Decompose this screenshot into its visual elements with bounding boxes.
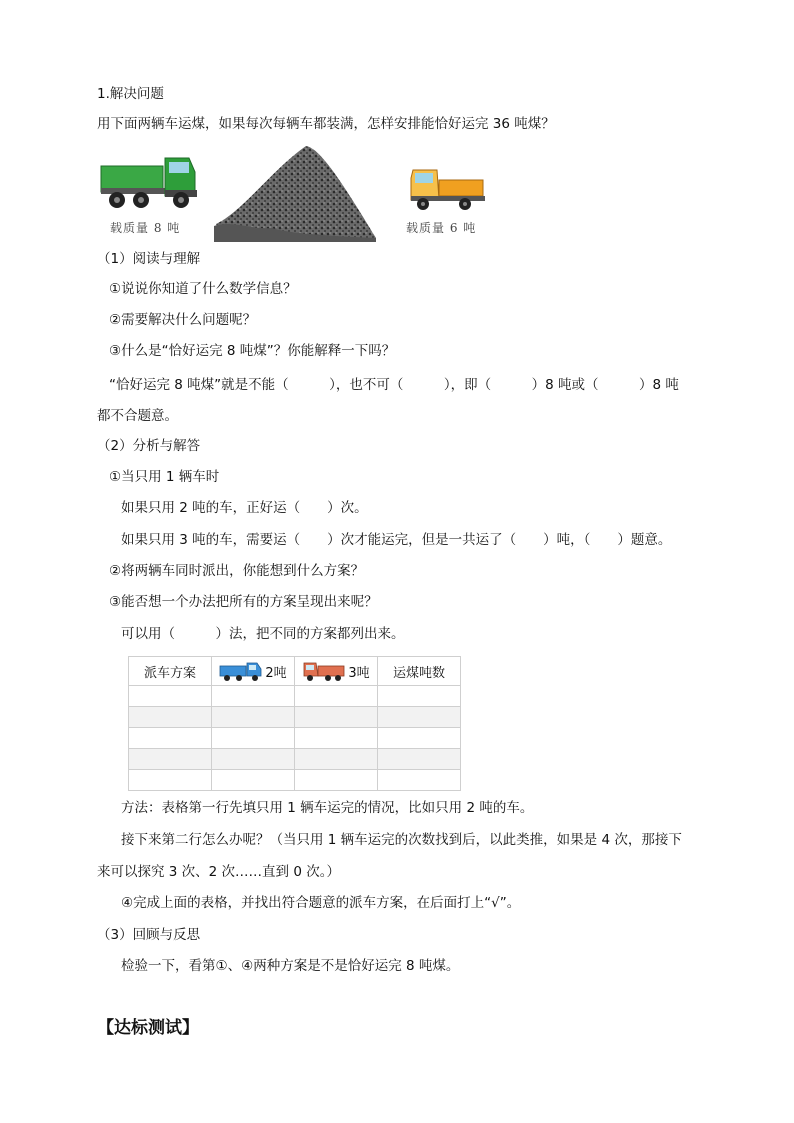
analysis-4: ④完成上面的表格，并找出符合题意的派车方案，在后面打上“√”。 [121,895,521,911]
header-three-ton: 3吨 [295,657,378,686]
header-coal-tons: 运煤吨数 [378,657,461,686]
table-cell[interactable] [295,749,378,770]
table-row [129,707,461,728]
green-truck-icon [99,152,199,214]
analysis-3: ③能否想一个办法把所有的方案呈现出来呢？ [109,594,378,610]
analysis-3-method: 可以用（ ）法，把不同的方案都列出来。 [121,626,405,642]
table-cell[interactable] [212,749,295,770]
table-cell[interactable] [295,728,378,749]
left-truck-caption: 载质量 8 吨 [110,221,181,235]
analysis-1: ①当只用 1 辆车时 [109,469,220,485]
table-cell[interactable] [129,707,212,728]
question-1: ①说说你知道了什么数学信息？ [109,281,297,297]
table-row [129,686,461,707]
question-2: ②需要解决什么问题呢？ [109,312,257,328]
table-row [129,728,461,749]
step-2-heading: （2）分析与解答 [97,438,201,454]
table-cell[interactable] [378,749,461,770]
table-header-row [129,657,461,686]
analysis-1-two-ton: 如果只用 2 吨的车，正好运（ ）次。 [121,500,368,516]
analysis-2: ②将两辆车同时派出，你能想到什么方案？ [109,563,365,579]
header-plan: 派车方案 [129,657,212,686]
table-cell[interactable] [212,686,295,707]
step-3-heading: （3）回顾与反思 [97,927,201,943]
header-two-ton: 2吨 [212,657,295,686]
table-cell[interactable] [212,728,295,749]
problem-title: 1.解决问题 [97,86,164,102]
question-3: ③什么是“恰好运完 8 吨煤”？你能解释一下吗？ [109,343,396,359]
step-1-heading: （1）阅读与理解 [97,251,201,267]
table-cell[interactable] [378,707,461,728]
right-truck-caption: 载质量 6 吨 [406,221,477,235]
problem-statement: 用下面两辆车运煤，如果每次每辆车都装满，怎样安排能恰好运完 36 吨煤？ [97,116,555,132]
table-cell[interactable] [295,686,378,707]
question-3-answer: “恰好运完 8 吨煤”就是不能（ ），也不可（ ），即（ ）8 吨或（ ）8 吨 [109,377,679,393]
table-cell[interactable] [129,686,212,707]
table-cell[interactable] [378,728,461,749]
table-row [129,770,461,791]
table-cell[interactable] [212,707,295,728]
plan-table [128,656,461,791]
review-check: 检验一下，看第①、④两种方案是不是恰好运完 8 吨煤。 [121,958,460,974]
question-3-answer-continued: 都不合题意。 [97,408,178,424]
coal-pile-icon [212,142,380,246]
table-row [129,749,461,770]
table-cell[interactable] [295,707,378,728]
method-note: 方法：表格第一行先填只用 1 辆车运完的情况，比如只用 2 吨的车。 [121,800,534,816]
next-row-note: 接下来第二行怎么办呢？（当只用 1 辆车运完的次数找到后，以此类推，如果是 4 次，那接下 [121,832,682,848]
analysis-1-three-ton: 如果只用 3 吨的车，需要运（ ）次才能运完，但是一共运了（ ）吨，（ ）题意。 [121,532,672,548]
table-cell[interactable] [212,770,295,791]
next-row-note-continued: 来可以探究 3 次、2 次……直到 0 次。） [97,864,340,880]
table-cell[interactable] [378,686,461,707]
table-cell[interactable] [129,728,212,749]
test-section-heading: 【达标测试】 [97,1018,199,1038]
red-truck-icon [302,660,346,682]
table-cell[interactable] [129,749,212,770]
table-cell[interactable] [129,770,212,791]
orange-truck-icon [409,164,487,214]
blue-truck-icon [219,660,263,682]
table-cell[interactable] [295,770,378,791]
table-cell[interactable] [378,770,461,791]
